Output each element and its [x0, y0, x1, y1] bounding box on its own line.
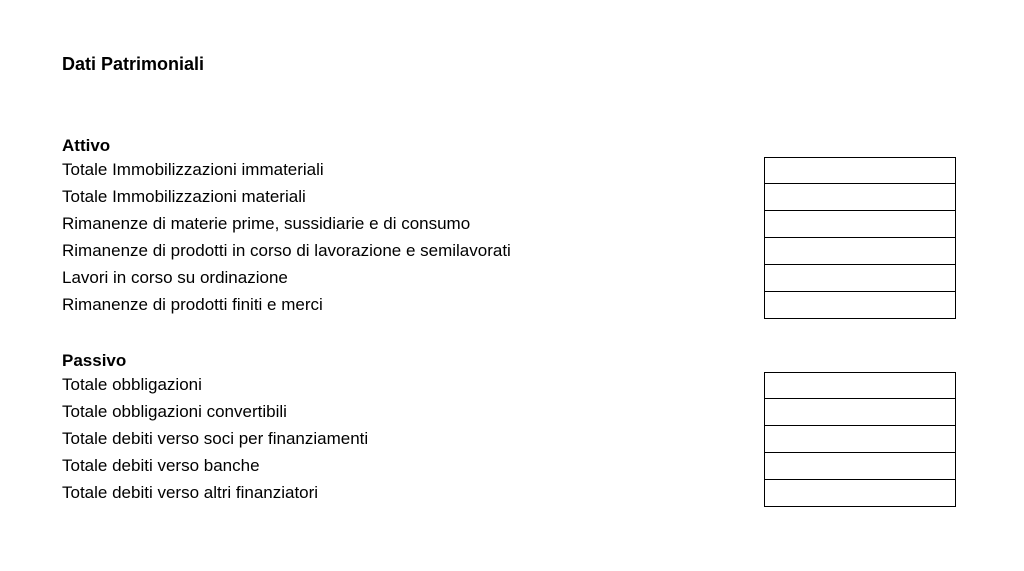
row-label: Rimanenze di prodotti finiti e merci — [62, 295, 323, 314]
row-label: Totale Immobilizzazioni materiali — [62, 187, 306, 206]
debiti-altri-finanziatori-input[interactable] — [764, 480, 956, 507]
attivo-row-semilavorati — [62, 238, 962, 265]
row-label: Totale debiti verso banche — [62, 456, 260, 475]
row-label: Rimanenze di materie prime, sussidiarie e di consumo — [62, 214, 471, 233]
immobilizzazioni-materiali-input[interactable] — [764, 184, 956, 211]
obbligazioni-convertibili-input[interactable] — [764, 399, 956, 426]
lavori-in-corso-input[interactable] — [764, 265, 956, 292]
obbligazioni-input[interactable] — [764, 372, 956, 399]
passivo-section — [62, 350, 962, 507]
row-label: Totale obbligazioni — [62, 375, 202, 394]
prodotti-finiti-input[interactable] — [764, 292, 956, 319]
passivo-heading: Passivo — [62, 351, 127, 370]
attivo-row-lavori-in-corso — [62, 265, 962, 292]
attivo-row-immobilizzazioni-immateriali — [62, 157, 962, 184]
row-label: Rimanenze di prodotti in corso di lavorazione e semilavorati — [62, 241, 511, 260]
materie-prime-input[interactable] — [764, 211, 956, 238]
page-title: Dati Patrimoniali — [62, 54, 205, 74]
row-label: Totale obbligazioni convertibili — [62, 402, 287, 421]
row-label: Totale debiti verso soci per finanziamenti — [62, 429, 369, 448]
semilavorati-input[interactable] — [764, 238, 956, 265]
debiti-banche-input[interactable] — [764, 453, 956, 480]
row-label: Totale Immobilizzazioni immateriali — [62, 160, 324, 179]
attivo-section — [62, 135, 962, 319]
attivo-row-prodotti-finiti — [62, 292, 962, 319]
attivo-row-immobilizzazioni-materiali — [62, 184, 962, 211]
passivo-row-obbligazioni-convertibili — [62, 399, 962, 426]
row-label: Lavori in corso su ordinazione — [62, 268, 288, 287]
attivo-heading: Attivo — [62, 136, 111, 155]
attivo-row-materie-prime — [62, 211, 962, 238]
immobilizzazioni-immateriali-input[interactable] — [764, 157, 956, 184]
passivo-row-debiti-banche — [62, 453, 962, 480]
passivo-row-debiti-altri-finanziatori — [62, 480, 962, 507]
passivo-row-obbligazioni — [62, 372, 962, 399]
debiti-soci-input[interactable] — [764, 426, 956, 453]
passivo-row-debiti-soci — [62, 426, 962, 453]
row-label: Totale debiti verso altri finanziatori — [62, 483, 319, 502]
